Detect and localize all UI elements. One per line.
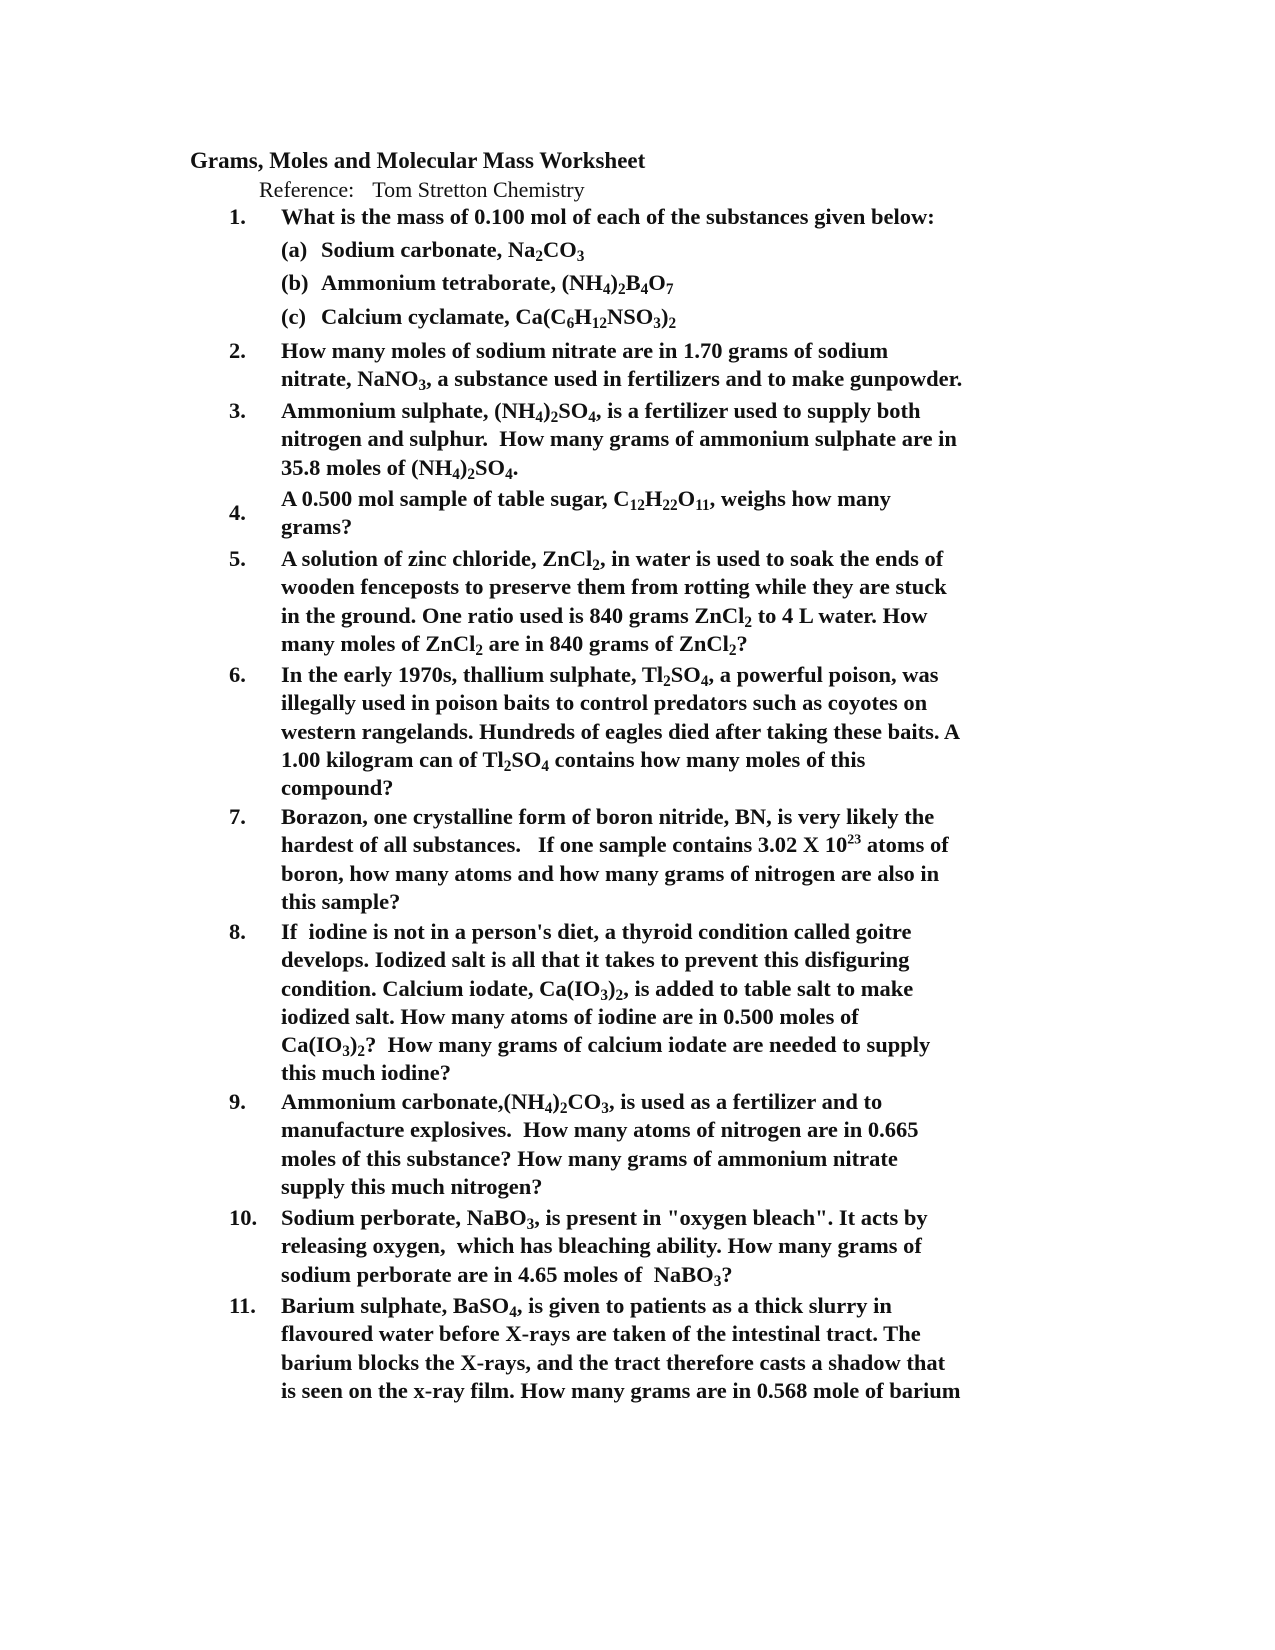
question-line: this sample? (281, 888, 401, 914)
question-line: western rangelands. Hundreds of eagles died after taking these baits. A (281, 718, 961, 744)
reference-label: Reference: (259, 177, 355, 202)
question-line: If iodine is not in a person's diet, a thyroid condition called goitre (281, 919, 912, 944)
question-line: What is the mass of 0.100 mol of each of the substances given below: (281, 204, 935, 229)
question-line: hardest of all substances. If one sample contains 3.02 X $10^{23}$ atoms of (281, 832, 949, 858)
question-text (281, 397, 1041, 482)
question-line: Barium sulphate, BaSO$_4$, is given to patients as a thick slurry in (281, 1293, 892, 1321)
question-1-part-b (281, 270, 673, 296)
question-line: boron, how many atoms and how many grams of nitrogen are also in (281, 860, 940, 886)
question-line: manufacture explosives. How many atoms of nitrogen are in 0.665 (281, 1117, 919, 1143)
question-number: 3. (229, 398, 246, 423)
question-line: releasing oxygen, which has bleaching ability. How many grams of (281, 1233, 922, 1259)
question-text (281, 1088, 1041, 1201)
question-line: 1.00 kilogram can of $Tl_2SO_4$ contains how many moles of this (281, 746, 866, 775)
question-text (281, 545, 1041, 658)
question-line: $Ca(IO_3)_2$? How many grams of calcium iodate are needed to supply (281, 1032, 931, 1060)
question-text (281, 337, 1041, 394)
question-1-part-c (281, 304, 676, 330)
question-number: 6. (229, 662, 246, 687)
question-line: is seen on the x-ray film. How many grams are in 0.568 mole of barium (281, 1377, 961, 1403)
question-text (281, 1204, 1041, 1289)
part-text: Sodium carbonate, $Na_2CO_3$ (321, 237, 585, 265)
question-line: A solution of zinc chloride, ZnCl$_2$, in water is used to soak the ends of (281, 546, 944, 574)
question-number: 4. (229, 500, 246, 525)
question-text (281, 203, 1041, 231)
question-line: illegally used in poison baits to control predators such as coyotes on (281, 690, 928, 716)
question-number: 5. (229, 546, 246, 571)
question-line: Borazon, one crystalline form of boron nitride, BN, is very likely the (281, 804, 935, 829)
question-line: moles of this substance? How many grams of ammonium nitrate (281, 1145, 898, 1171)
question-line: barium blocks the X-rays, and the tract therefore casts a shadow that (281, 1349, 946, 1375)
question-text (281, 803, 1041, 916)
part-label: (c) (281, 304, 306, 329)
question-line: condition. Calcium iodate, $Ca(IO_3)_2$, is added to table salt to make (281, 975, 914, 1004)
part-text: Calcium cyclamate, $Ca(C_6H_{12}NSO_3)_2$ (321, 304, 677, 332)
question-number: 2. (229, 338, 246, 363)
question-number: 9. (229, 1089, 246, 1114)
question-line: in the ground. One ratio used is 840 grams ZnCl$_2$ to 4 L water. How (281, 602, 928, 631)
question-1-part-a (281, 237, 584, 263)
reference-line (259, 177, 585, 203)
question-number: 8. (229, 919, 246, 944)
question-number: 7. (229, 804, 246, 829)
question-line: Sodium perborate, NaBO$_3$, is present in "oxygen bleach". It acts by (281, 1205, 928, 1233)
question-line: 35.8 moles of $(NH_4)_2SO_4$. (281, 454, 519, 483)
question-text (281, 1292, 1041, 1405)
reference-value: Tom Stretton Chemistry (372, 177, 585, 202)
worksheet-title: Grams, Moles and Molecular Mass Worksheet (190, 148, 646, 173)
part-label: (b) (281, 270, 309, 295)
question-line: nitrogen and sulphur. How many grams of ammonium sulphate are in (281, 426, 957, 452)
question-line: develops. Iodized salt is all that it takes to prevent this disfiguring (281, 947, 910, 973)
part-label: (a) (281, 237, 308, 262)
question-line: many moles of ZnCl$_2$ are in 840 grams of ZnCl$_2$? (281, 630, 748, 659)
part-text: Ammonium tetraborate, $(NH_4)_2B_4O_7$ (321, 270, 674, 298)
question-number: 11. (229, 1293, 256, 1318)
question-line: nitrate, NaNO$_3$, a substance used in fertilizers and to make gunpowder. (281, 366, 963, 395)
question-line: Ammonium sulphate, $(NH_4)_2SO_4$, is a fertilizer used to supply both (281, 398, 921, 426)
question-number: 10. (229, 1205, 258, 1230)
question-line: iodized salt. How many atoms of iodine are in 0.500 moles of (281, 1003, 859, 1029)
question-text (281, 661, 1041, 802)
question-line: wooden fenceposts to preserve them from rotting while they are stuck (281, 574, 947, 600)
question-line: sodium perborate are in 4.65 moles of NaBO$_3$? (281, 1261, 733, 1290)
question-text (281, 918, 1041, 1088)
question-number: 1. (229, 204, 246, 229)
question-line: flavoured water before X-rays are taken of the intestinal tract. The (281, 1321, 921, 1347)
question-line: A 0.500 mol sample of table sugar, $C_{12}H_{22}O_{11}$, weighs how many (281, 486, 891, 514)
question-line: grams? (281, 514, 353, 540)
question-line: How many moles of sodium nitrate are in 1.70 grams of sodium (281, 338, 889, 363)
question-line: supply this much nitrogen? (281, 1173, 543, 1199)
question-line: compound? (281, 775, 394, 801)
question-line: Ammonium $carbonate,(NH_4)_2CO_3$, is used as a fertilizer and to (281, 1089, 883, 1117)
question-text (281, 485, 1041, 542)
question-line: this much iodine? (281, 1060, 452, 1086)
question-line: In the early 1970s, thallium sulphate, $Tl_2SO_4$, a powerful poison, was (281, 662, 939, 690)
